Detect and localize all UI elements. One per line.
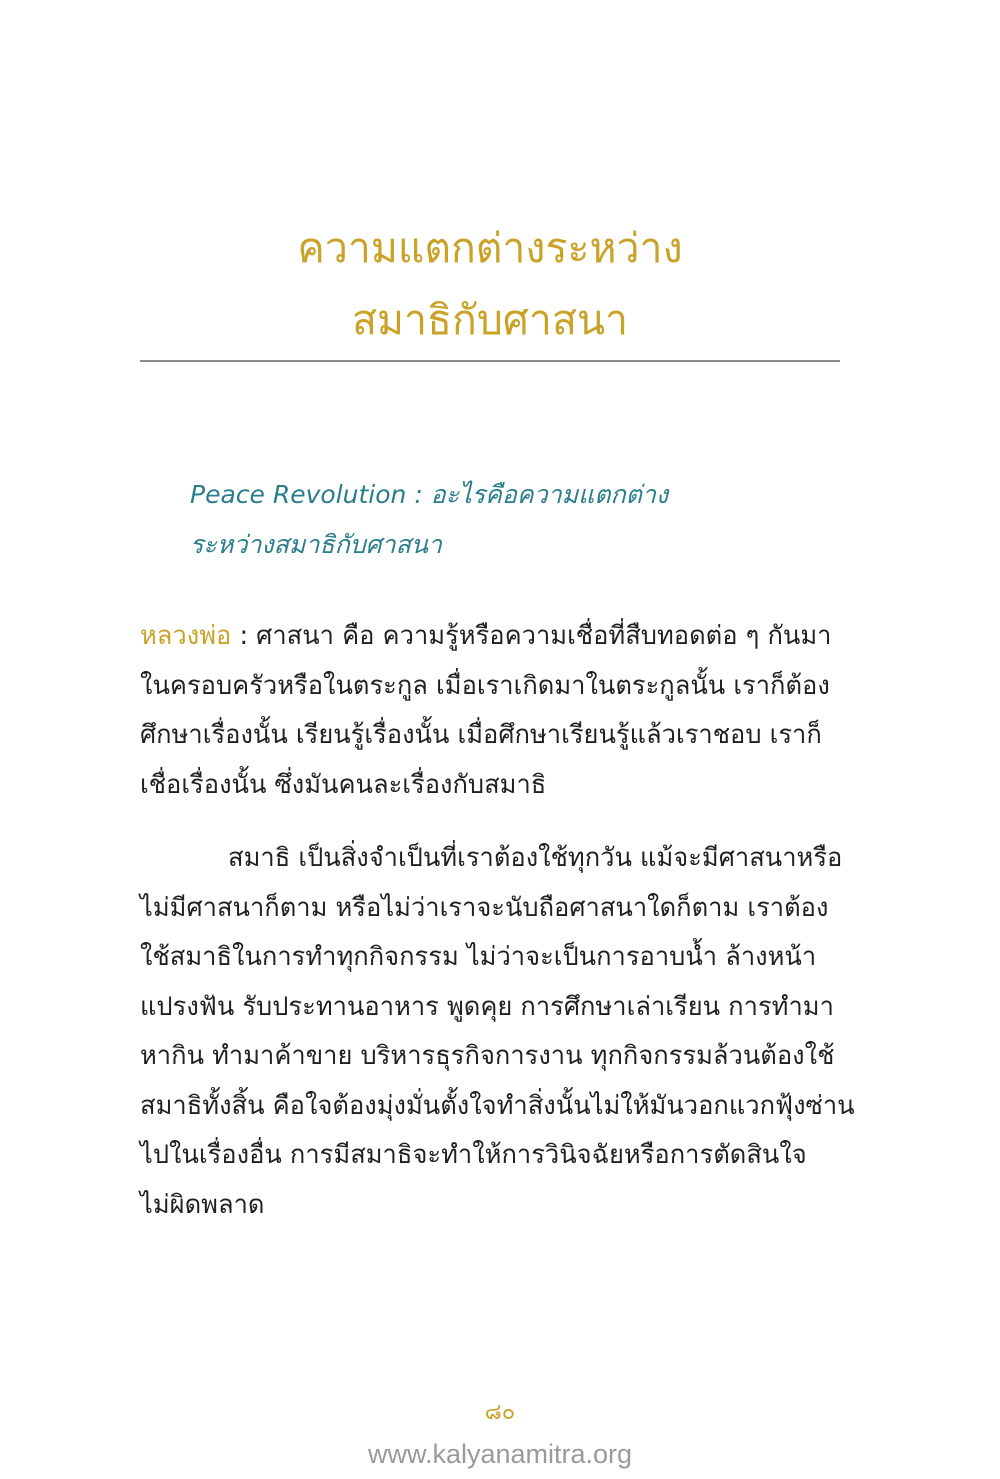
answer-paragraph-2-line: หากิน ทำมาค้าขาย บริหารธุรกิจการงาน ทุกกิจกรรมล้วนต้องใช้ [140, 1041, 835, 1071]
answer-paragraph-2-line: ไปในเรื่องอื่น การมีสมาธิจะทำให้การวินิจฉัยหรือการตัดสินใจ [140, 1140, 807, 1170]
chapter-title [140, 212, 840, 356]
answer-paragraph-1-line: ในครอบครัวหรือในตระกูล เมื่อเราเกิดมาในตระกูลนั้น เราก็ต้อง [140, 670, 830, 701]
chapter-title-line-2: สมาธิกับศาสนา [351, 296, 629, 344]
answer-paragraph-2-line: สมาธิทั้งสิ้น คือใจต้องมุ่งมั่นตั้งใจทำสิ่งนั้นไม่ให้มันวอกแวกฟุ้งซ่าน [140, 1090, 855, 1121]
speaker-separator: : [231, 621, 257, 651]
question-line-2: ระหว่างสมาธิกับศาสนา [190, 530, 442, 559]
answer-paragraph-2-line: สมาธิ เป็นสิ่งจำเป็นที่เราต้องใช้ทุกวัน แม้จะมีศาสนาหรือ [228, 843, 843, 873]
answer-text: ศาสนา คือ ความรู้หรือความเชื่อที่สืบทอดต่อ ๆ กันมา [256, 621, 832, 651]
answer-paragraph-1 [140, 612, 840, 810]
page-number: ๘๐ [484, 1400, 516, 1425]
title-divider [140, 360, 840, 362]
answer-paragraph-1-line: ศึกษาเรื่องนั้น เรียนรู้เรื่องนั้น เมื่อศึกษาเรียนรู้แล้วเราชอบ เราก็ [140, 720, 822, 750]
website-url: www.kalyanamitra.org [367, 1439, 633, 1469]
answer-paragraph-2 [140, 834, 855, 1230]
question-block [190, 470, 810, 570]
speaker-label: หลวงพ่อ [140, 621, 232, 651]
question-line-1: Peace Revolution : อะไรคือความแตกต่าง [190, 480, 669, 509]
answer-paragraph-2-line: ไม่มีศาสนาก็ตาม หรือไม่ว่าเราจะนับถือศาสนาใดก็ตาม เราต้อง [140, 892, 829, 923]
answer-paragraph-2-line: ไม่ผิดพลาด [140, 1189, 265, 1220]
answer-paragraph-1-line [140, 612, 840, 662]
chapter-title-line-1: ความแตกต่างระหว่าง [297, 224, 683, 272]
answer-paragraph-1-line: เชื่อเรื่องนั้น ซึ่งมันคนละเรื่องกับสมาธิ [140, 769, 547, 800]
answer-paragraph-2-line: ใช้สมาธิในการทำทุกกิจกรรม ไม่ว่าจะเป็นการอาบน้ำ ล้างหน้า [140, 942, 817, 972]
answer-paragraph-2-line: แปรงฟัน รับประทานอาหาร พูดคุย การศึกษาเล่าเรียน การทำมา [140, 991, 834, 1022]
